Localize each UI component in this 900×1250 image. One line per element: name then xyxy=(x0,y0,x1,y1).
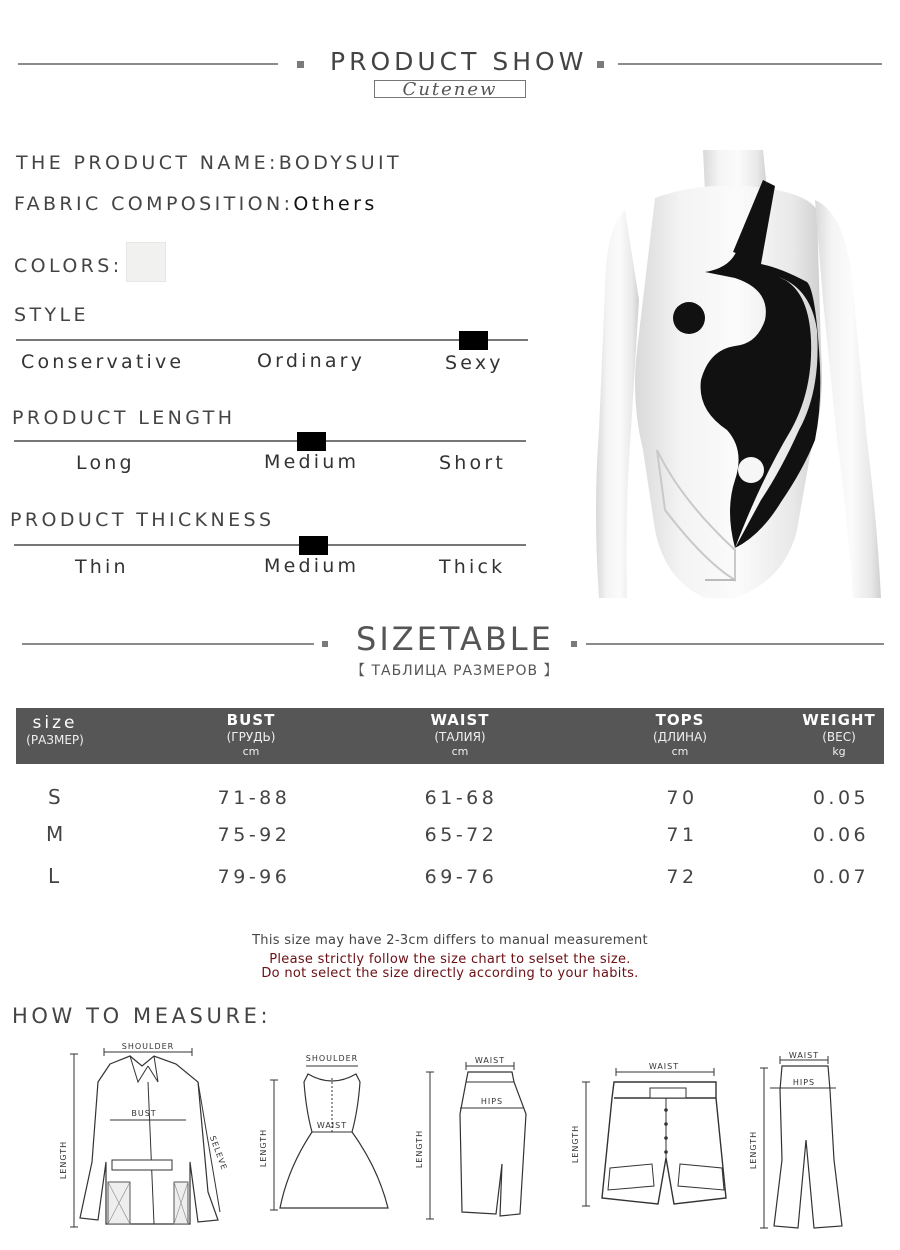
skirt-diagram xyxy=(410,1054,550,1224)
style-option-ordinary: Ordinary xyxy=(257,350,366,372)
shorts-diagram xyxy=(570,1058,740,1218)
thickness-label: PRODUCT THICKNESS xyxy=(10,509,275,531)
thickness-option-thin: Thin xyxy=(75,556,129,578)
size-l: L xyxy=(48,864,60,888)
header-rule-right xyxy=(618,63,882,65)
jacket-shoulder-label: SHOULDER xyxy=(121,1042,175,1051)
jacket-diagram xyxy=(58,1042,238,1232)
column-waist-unit: cm xyxy=(451,745,469,758)
sizetable-title: SIZETABLE xyxy=(356,620,554,658)
color-swatch-white[interactable] xyxy=(126,242,166,282)
column-bust-title: BUST xyxy=(226,711,276,729)
column-bust-unit: cm xyxy=(242,745,260,758)
tops-m: 71 xyxy=(666,824,698,846)
column-size-ru: (РАЗМЕР) xyxy=(26,733,84,747)
size-s: S xyxy=(48,785,61,809)
thickness-scale-line xyxy=(14,544,526,546)
note-measurement: This size may have 2-3cm differs to manual measurement xyxy=(252,933,648,948)
column-waist-ru: (ТАЛИЯ) xyxy=(434,730,486,744)
length-option-short: Short xyxy=(439,452,506,474)
pants-diagram xyxy=(748,1050,868,1235)
waist-s: 61-68 xyxy=(424,787,498,809)
waist-l: 69-76 xyxy=(424,866,498,888)
sizetable-subtitle: 【 ТАБЛИЦА РАЗМЕРОВ 】 xyxy=(351,663,559,679)
length-scale-line xyxy=(14,440,526,442)
note-habits: Do not select the size directly according to your habits. xyxy=(261,966,639,981)
column-waist xyxy=(405,710,515,759)
brand-label: Cutenew xyxy=(374,80,526,98)
style-scale-line xyxy=(16,339,528,341)
sizetable-square-right xyxy=(571,641,577,647)
column-weight-unit: kg xyxy=(832,745,846,758)
column-tops-unit: cm xyxy=(671,745,689,758)
dress-diagram xyxy=(258,1048,403,1218)
product-photo xyxy=(585,150,883,598)
header-square-left xyxy=(297,61,304,68)
skirt-hips-label: HIPS xyxy=(480,1097,504,1106)
column-weight-ru: (ВЕС) xyxy=(822,730,856,744)
column-weight xyxy=(784,710,894,759)
size-m: M xyxy=(46,822,64,846)
skirt-waist-label: WAIST xyxy=(474,1056,506,1065)
bust-s: 71-88 xyxy=(217,787,291,809)
how-to-measure-title: HOW TO MEASURE: xyxy=(12,1004,272,1028)
thickness-option-thick: Thick xyxy=(439,556,506,578)
column-size-title: size xyxy=(32,713,78,733)
header-square-right xyxy=(597,61,604,68)
column-tops xyxy=(625,710,735,759)
sizetable-rule-left xyxy=(22,643,314,645)
weight-m: 0.06 xyxy=(812,824,870,846)
column-bust-ru: (ГРУДЬ) xyxy=(226,730,276,744)
pants-hips-label: HIPS xyxy=(792,1078,816,1087)
thickness-option-medium: Medium xyxy=(264,555,360,577)
bust-m: 75-92 xyxy=(217,824,291,846)
style-scale-marker xyxy=(459,331,488,350)
length-label: PRODUCT LENGTH xyxy=(12,407,236,429)
thickness-scale-marker xyxy=(299,536,328,555)
jacket-length-label: LENGTH xyxy=(59,1140,68,1180)
column-tops-ru: (ДЛИНА) xyxy=(653,730,707,744)
weight-l: 0.07 xyxy=(812,866,870,888)
style-option-conservative: Conservative xyxy=(21,351,185,373)
column-tops-title: TOPS xyxy=(655,711,705,729)
waist-m: 65-72 xyxy=(424,824,498,846)
sizetable-square-left xyxy=(322,641,328,647)
weight-s: 0.05 xyxy=(812,787,870,809)
jacket-sleeve-label: SELEVE xyxy=(207,1134,229,1172)
length-scale-marker xyxy=(297,432,326,451)
dress-shoulder-label: SHOULDER xyxy=(305,1054,359,1063)
length-option-long: Long xyxy=(76,452,135,474)
dress-waist-label: WAIST xyxy=(316,1121,348,1130)
header-rule-left xyxy=(18,63,278,65)
pants-length-label: LENGTH xyxy=(749,1130,758,1170)
page-title: PRODUCT SHOW xyxy=(330,47,588,76)
skirt-length-label: LENGTH xyxy=(415,1129,424,1169)
column-size xyxy=(20,713,90,748)
dress-length-label: LENGTH xyxy=(259,1128,268,1168)
fabric-composition xyxy=(14,193,378,215)
bust-l: 79-96 xyxy=(217,866,291,888)
jacket-bust-label: BUST xyxy=(131,1109,157,1118)
column-bust xyxy=(196,710,306,759)
length-option-medium: Medium xyxy=(264,451,360,473)
tops-s: 70 xyxy=(666,787,698,809)
note-follow-chart: Please strictly follow the size chart to selset the size. xyxy=(269,952,631,967)
pants-waist-label: WAIST xyxy=(788,1051,820,1060)
product-name: THE PRODUCT NAME:BODYSUIT xyxy=(16,152,403,174)
shorts-length-label: LENGTH xyxy=(571,1124,580,1164)
tops-l: 72 xyxy=(666,866,698,888)
column-weight-title: WEIGHT xyxy=(802,711,876,729)
shorts-waist-label: WAIST xyxy=(648,1062,680,1071)
colors-label: COLORS: xyxy=(14,255,123,277)
column-waist-title: WAIST xyxy=(430,711,490,729)
fabric-value: Others xyxy=(293,193,378,215)
style-option-sexy: Sexy xyxy=(445,352,504,374)
style-label: STYLE xyxy=(14,304,89,326)
fabric-label: FABRIC COMPOSITION: xyxy=(14,193,294,215)
sizetable-rule-right xyxy=(586,643,884,645)
